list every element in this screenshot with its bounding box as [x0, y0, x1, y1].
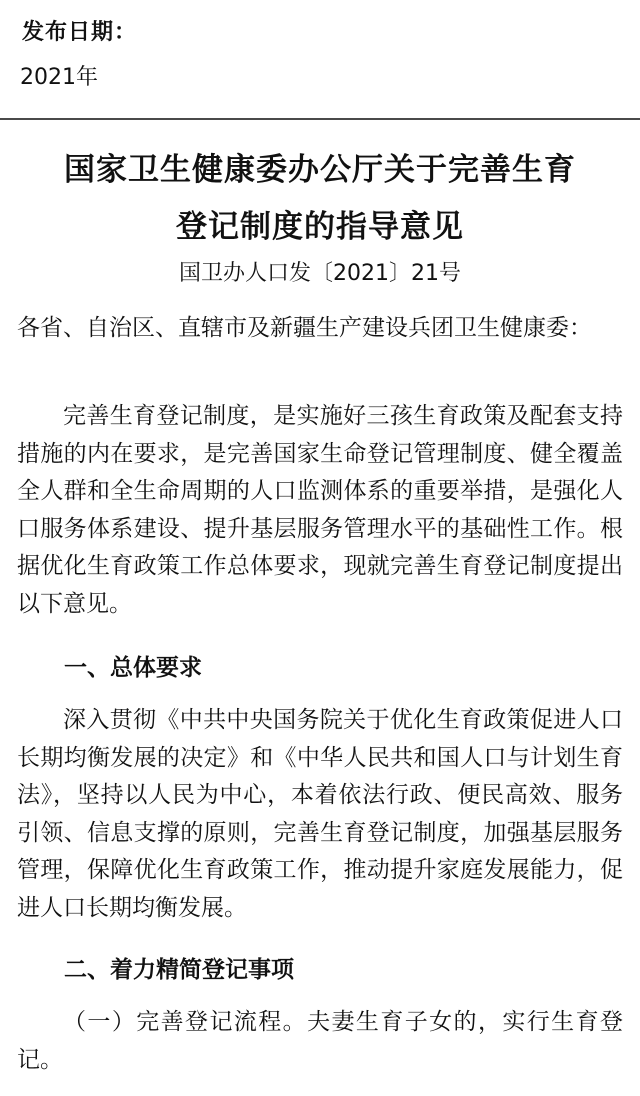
- paragraph-general-requirements: 深入贯彻《中共中央国务院关于优化生育政策促进人口长期均衡发展的决定》和《中华人民共和国人口与计划生育法》，坚持以人民为中心，本着依法行政、便民高效、服务引领、信息支撑的原则，完善生育登记制度，加强基层服务管理，保障优化生育政策工作，推动提升家庭发展能力，促进人口长期均衡发展。: [17, 707, 623, 921]
- section-heading-2: 二、着力精简登记事项: [64, 957, 294, 983]
- header-divider: [0, 118, 640, 120]
- section-heading-1: 一、总体要求: [64, 655, 202, 681]
- title-line-2: 登记制度的指导意见: [176, 209, 464, 245]
- publish-date-label: 发布日期：: [22, 20, 138, 45]
- paragraph-registration-process: （一）完善登记流程。夫妻生育子女的，实行生育登记。: [17, 1009, 623, 1073]
- publish-date-value: 2021年: [20, 65, 98, 90]
- addressee: 各省、自治区、直辖市及新疆生产建设兵团卫生健康委：: [17, 315, 592, 341]
- paragraph-intro: 完善生育登记制度，是实施好三孩生育政策及配套支持措施的内在要求，是完善国家生命登记管理制度、健全覆盖全人群和全生命周期的人口监测体系的重要举措，是强化人口服务体系建设、提升基层服务管理水平的基础性工作。根据优化生育政策工作总体要求，现就完善生育登记制度提出以下意见。: [17, 403, 623, 617]
- document-number: 国卫办人口发〔2021〕21号: [179, 261, 461, 286]
- title-line-1: 国家卫生健康委办公厅关于完善生育: [64, 152, 576, 188]
- document-title: [0, 142, 640, 256]
